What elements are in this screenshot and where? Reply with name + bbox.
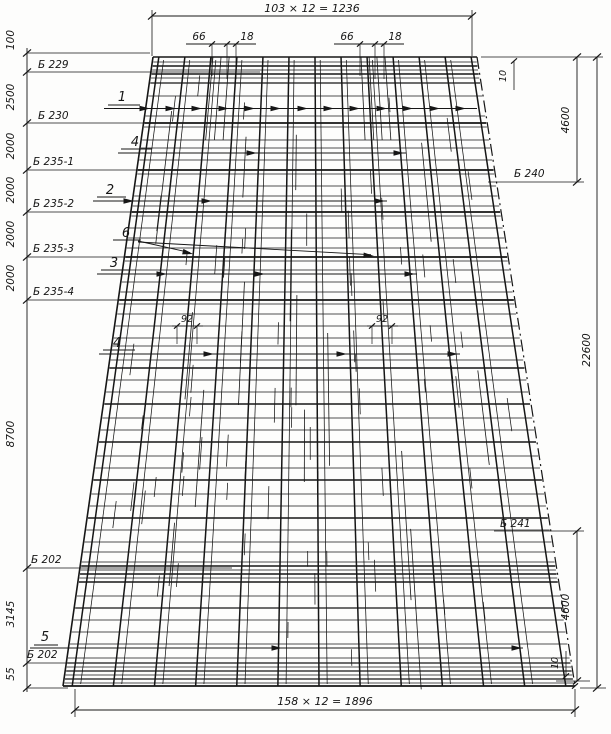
callout-1: 1 (117, 90, 127, 105)
stub-bar (356, 355, 357, 372)
left-dim-2000-a: 2000 (5, 132, 17, 160)
label-b230: Б 230 (38, 110, 69, 122)
label-b235-3: Б 235-3 (33, 243, 75, 255)
label-b235-2: Б 235-2 (33, 198, 75, 210)
right-dim-10-top: 10 (498, 69, 509, 83)
longitudinal-bar (72, 57, 159, 686)
label-b240: Б 240 (514, 168, 545, 180)
top-group-bar (223, 57, 229, 140)
subdim-66-left: 66 (192, 31, 206, 43)
arrowhead (456, 106, 467, 112)
longitudinal-bar (393, 57, 442, 686)
longitudinal-bar-thin (163, 60, 216, 684)
lap-bar (411, 529, 422, 690)
left-dim-2500: 2500 (5, 83, 17, 111)
left-dim-3145: 3145 (5, 600, 17, 628)
arrowhead (430, 106, 441, 112)
lap-bar (296, 295, 297, 405)
arrowhead (377, 106, 388, 112)
left-dim-55: 55 (5, 667, 17, 681)
rebar-grid (64, 57, 573, 686)
lap-bar (328, 333, 330, 466)
stub-bar (400, 247, 401, 264)
stub-bar (226, 435, 228, 467)
stub-bar (242, 239, 243, 254)
left-dim-2000-b: 2000 (5, 176, 17, 204)
stub-bar (227, 483, 228, 500)
subdim-18-right: 18 (388, 31, 402, 43)
arrowhead (245, 106, 256, 112)
stub-bar (130, 344, 134, 375)
callout-4b: 4 (112, 336, 122, 351)
callout-arrows (30, 105, 523, 651)
stub-bar (274, 388, 275, 423)
subdim-66-right: 66 (340, 31, 354, 43)
stub-bar (351, 273, 352, 296)
stub-bar (382, 468, 383, 496)
stub-bar (453, 259, 456, 283)
left-dim-2000-c: 2000 (5, 220, 17, 248)
arrowhead (219, 106, 230, 112)
stub-bar (507, 398, 512, 431)
left-dim-8700: 8700 (5, 420, 17, 448)
arrowhead (324, 106, 335, 112)
arrowhead (403, 106, 414, 112)
callout-6: 6 (121, 226, 131, 241)
stub-bar (157, 576, 159, 597)
stub-bar (423, 254, 425, 277)
top-dimension-label: 103 × 12 = 1236 (264, 2, 360, 15)
arrowhead (202, 198, 213, 204)
arrowhead (375, 198, 386, 204)
longitudinal-bar-thin (204, 60, 242, 684)
stub-bar (268, 486, 269, 519)
label-b202-upper: Б 202 (31, 554, 62, 566)
lap-bar (156, 111, 172, 244)
stub-bar (244, 102, 245, 119)
slab-left-edge (63, 57, 153, 686)
callout-4a: 4 (130, 135, 140, 150)
arrowhead (182, 249, 193, 257)
stub-bar (430, 325, 431, 341)
longitudinal-bar-thin (399, 60, 451, 684)
label-b202-lower: Б 202 (27, 649, 58, 661)
mid-dim-92-right: 92 (375, 314, 389, 325)
arrowhead (337, 351, 348, 357)
longitudinal-bar-thin (320, 60, 327, 684)
stub-bar (374, 560, 375, 592)
stub-bar (461, 332, 463, 348)
label-b241: Б 241 (500, 518, 531, 530)
arrowhead (157, 271, 168, 277)
stub-bar (341, 189, 342, 213)
label-b235-1: Б 235-1 (33, 156, 75, 168)
longitudinal-bar-thin (122, 60, 190, 684)
stub-bar (348, 211, 349, 238)
longitudinal-bar-thin (81, 60, 164, 684)
top-group-bar (377, 57, 382, 140)
mid-dim-92-left: 92 (180, 314, 194, 325)
stub-bar (157, 196, 161, 231)
subdim-18-left: 18 (240, 31, 254, 43)
label-b229: Б 229 (38, 59, 69, 71)
right-dim-4600-top: 4600 (560, 106, 572, 134)
stub-bar (368, 542, 369, 560)
arrowhead (394, 150, 405, 156)
lap-bar (243, 137, 246, 198)
stub-bar (113, 501, 116, 528)
top-group-bar (385, 57, 391, 140)
right-dim-4600-bot: 4600 (560, 593, 572, 621)
callout-5: 5 (40, 630, 50, 645)
stub-bar (189, 397, 191, 416)
lap-bar (296, 135, 297, 190)
longitudinal-bar (315, 57, 319, 686)
longitudinal-bar-thin (372, 60, 409, 684)
left-dim-100: 100 (5, 29, 17, 51)
right-dim-10-bottom: 10 (550, 656, 561, 670)
bottom-dimension-label: 158 × 12 = 1896 (277, 695, 373, 708)
arrowhead (247, 150, 258, 156)
arrowhead (272, 645, 283, 651)
longitudinal-bar (113, 57, 185, 686)
stub-bar (245, 229, 246, 249)
stub-bar (370, 169, 371, 194)
top-group-bar (361, 57, 365, 140)
callout-2: 2 (105, 183, 115, 198)
callout-3: 3 (109, 256, 119, 271)
arrowhead (192, 106, 203, 112)
stub-bar (198, 75, 200, 96)
stub-bar (354, 330, 355, 362)
right-dim-22600: 22600 (581, 333, 593, 367)
arrowhead (350, 106, 361, 112)
stub-bar (191, 365, 193, 393)
stub-bar (176, 563, 178, 587)
arrowhead (271, 106, 282, 112)
arrowhead (204, 351, 215, 357)
arrowhead (298, 106, 309, 112)
left-dim-2000-d: 2000 (5, 264, 17, 292)
lap-bar (195, 390, 204, 507)
label-b235-4: Б 235-4 (33, 286, 75, 298)
stub-bar (182, 476, 184, 496)
